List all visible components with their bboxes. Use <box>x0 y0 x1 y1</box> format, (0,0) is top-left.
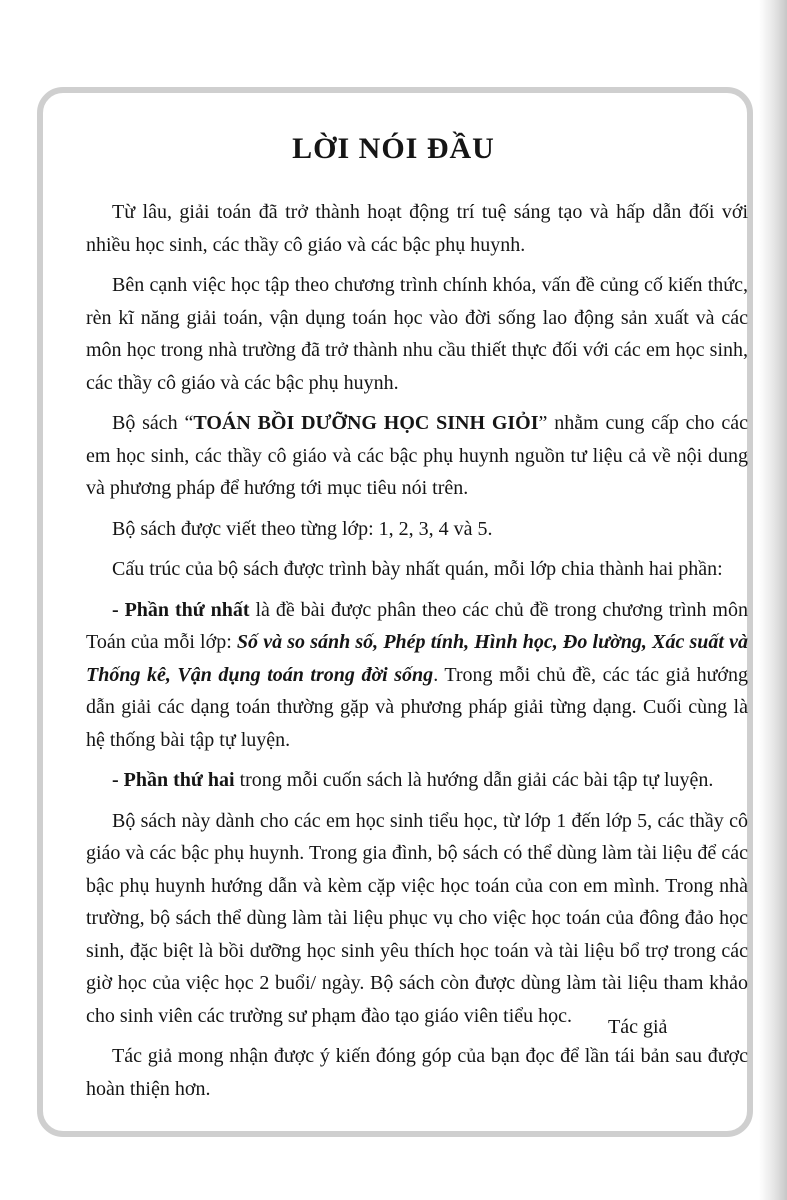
page-edge-shadow <box>759 0 787 1200</box>
page-title: LỜI NÓI ĐẦU <box>292 132 495 165</box>
paragraph-8: Bộ sách này dành cho các em học sinh tiểu học, từ lớp 1 đến lớp 5, các thầy cô giáo và các bậc phụ huynh. Trong gia đình, bộ sách có thể dùng làm tài liệu để các bậc phụ huynh hướng dẫn và kèm cặp việc học toán của con em mình. Trong nhà trường, bộ sách thể dùng làm tài liệu phục vụ cho việc học toán của đông đảo học sinh, đặc biệt là bồi dưỡng học sinh yêu thích học toán và tài liệu bổ trợ trong các giờ học của việc học 2 buổi/ ngày. Bộ sách còn được dùng làm tài liệu tham khảo cho sinh viên các trường sư phạm đào tạo giáo viên tiểu học. <box>86 809 748 1027</box>
book-series-title: TOÁN BỒI DƯỠNG HỌC SINH GIỎI <box>193 412 539 434</box>
author-signature: Tác giả <box>608 1016 668 1038</box>
paragraph-9: Tác giả mong nhận được ý kiến đóng góp của bạn đọc để lần tái bản sau được hoàn thiện hơn. <box>86 1045 748 1100</box>
paragraph-3 <box>86 407 748 505</box>
paragraph-7 <box>86 764 748 797</box>
paragraph-2: Bên cạnh việc học tập theo chương trình chính khóa, vấn đề củng cố kiến thức, rèn kĩ năng giải toán, vận dụng toán học vào đời sống lao động sản xuất và các môn học trong nhà trường đã trở thành nhu cầu thiết thực đối với các em học sinh, các thầy cô giáo và các bậc phụ huynh. <box>86 274 748 394</box>
part-one-label: - Phần thứ nhất <box>112 598 250 621</box>
paragraph-6 <box>86 594 748 757</box>
paragraph-4: Bộ sách được viết theo từng lớp: 1, 2, 3, 4 và 5. <box>112 517 493 540</box>
paragraph-3-lead: Bộ sách “ <box>112 412 194 434</box>
topic-list: Số và so sánh số, Phép tính, Hình học, Đo lường, Xác suất và Thống kê, Vận dụng toán trong đời sống <box>86 631 748 686</box>
part-two-label: - Phần thứ hai <box>112 769 235 791</box>
paragraph-6-mid: là đề bài được phân theo các chủ đề trong chương trình môn Toán của mỗi lớp: <box>86 598 748 653</box>
paragraph-3-rest: ” nhằm cung cấp cho các em học sinh, các thầy cô giáo và các bậc phụ huynh nguồn tư liệu cả về nội dung và phương pháp để hướng tới mục tiêu nói trên. <box>86 412 748 499</box>
paragraph-7-rest: trong mỗi cuốn sách là hướng dẫn giải các bài tập tự luyện. <box>234 769 714 791</box>
paragraph-6-rest: . Trong mỗi chủ đề, các tác giả hướng dẫn giải các dạng toán thường gặp và phương pháp giải từng dạng. Cuối cùng là hệ thống bài tập tự luyện. <box>86 663 748 751</box>
paragraph-5: Cấu trúc của bộ sách được trình bày nhất quán, mỗi lớp chia thành hai phần: <box>112 558 723 580</box>
paragraph-1: Từ lâu, giải toán đã trở thành hoạt động trí tuệ sáng tạo và hấp dẫn đối với nhiều học sinh, các thầy cô giáo và các bậc phụ huynh. <box>86 201 748 256</box>
preface-body <box>86 196 748 1113</box>
